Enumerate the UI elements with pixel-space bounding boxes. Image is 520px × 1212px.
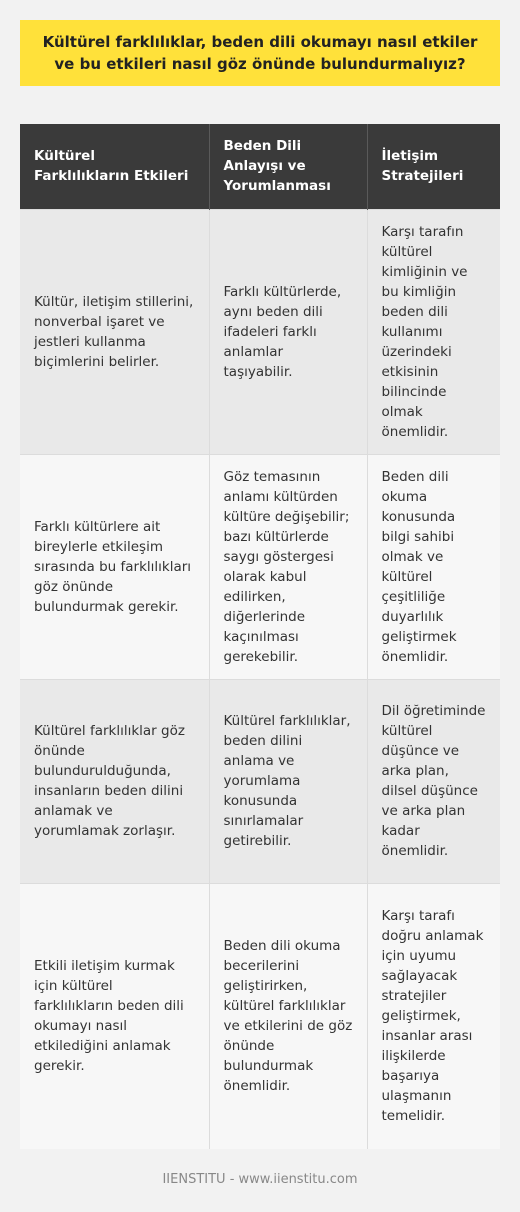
table-cell: Kültürel farklılıklar, beden dilini anlama ve yorumlama konusunda sınırlamalar getirebilir.: [209, 679, 367, 883]
column-header-body-language: Beden Dili Anlayışı ve Yorumlanması: [209, 124, 367, 209]
table-cell: Etkili iletişim kurmak için kültürel farklılıkların beden dili okumayı nasıl etkilediğini anlamak gerekir.: [20, 883, 209, 1149]
table-cell: Göz temasının anlamı kültürden kültüre değişebilir; bazı kültürlerde saygı göstergesi olarak kabul edilirken, diğerlerinde kaçınılması gerekebilir.: [209, 454, 367, 679]
footer-credit: IIENSTITU - www.iienstitu.com: [162, 1172, 358, 1187]
table-cell: Kültür, iletişim stillerini, nonverbal işaret ve jestleri kullanma biçimlerini belirler.: [20, 209, 209, 454]
column-header-cultural-effects: Kültürel Farklılıkların Etkileri: [20, 124, 209, 209]
table-cell: Kültürel farklılıklar göz önünde bulundurulduğunda, insanların beden dilini anlamak ve yorumlamak zorlaşır.: [20, 679, 209, 883]
table-cell: Karşı tarafı doğru anlamak için uyumu sağlayacak stratejiler geliştirmek, insanlar arası ilişkilerde başarıya ulaşmanın temelidir.: [367, 883, 500, 1149]
table-row: [20, 679, 500, 883]
comparison-table: [20, 124, 500, 1149]
table-cell: Farklı kültürlere ait bireylerle etkileşim sırasında bu farklılıkları göz önünde bulundurmak gerekir.: [20, 454, 209, 679]
table-row: [20, 209, 500, 454]
table-cell: Beden dili okuma becerilerini geliştirirken, kültürel farklılıklar ve etkilerini de göz önünde bulundurmak önemlidir.: [209, 883, 367, 1149]
title-banner: [20, 20, 500, 86]
page-title: Kültürel farklılıklar, beden dili okumayı nasıl etkiler ve bu etkileri nasıl göz önünde bulundurmalıyız?: [42, 33, 478, 73]
table-header-row: [20, 124, 500, 209]
table-cell: Dil öğretiminde kültürel düşünce ve arka plan, dilsel düşünce ve arka plan kadar önemlidir.: [367, 679, 500, 883]
table-row: [20, 454, 500, 679]
table-cell: Farklı kültürlerde, aynı beden dili ifadeleri farklı anlamlar taşıyabilir.: [209, 209, 367, 454]
table-cell: Karşı tarafın kültürel kimliğinin ve bu kimliğin beden dili kullanımı üzerindeki etkisinin bilincinde olmak önemlidir.: [367, 209, 500, 454]
table-cell: Beden dili okuma konusunda bilgi sahibi olmak ve kültürel çeşitliliğe duyarlılık geliştirmek önemlidir.: [367, 454, 500, 679]
table-row: [20, 883, 500, 1149]
column-header-communication-strategies: İletişim Stratejileri: [367, 124, 500, 209]
